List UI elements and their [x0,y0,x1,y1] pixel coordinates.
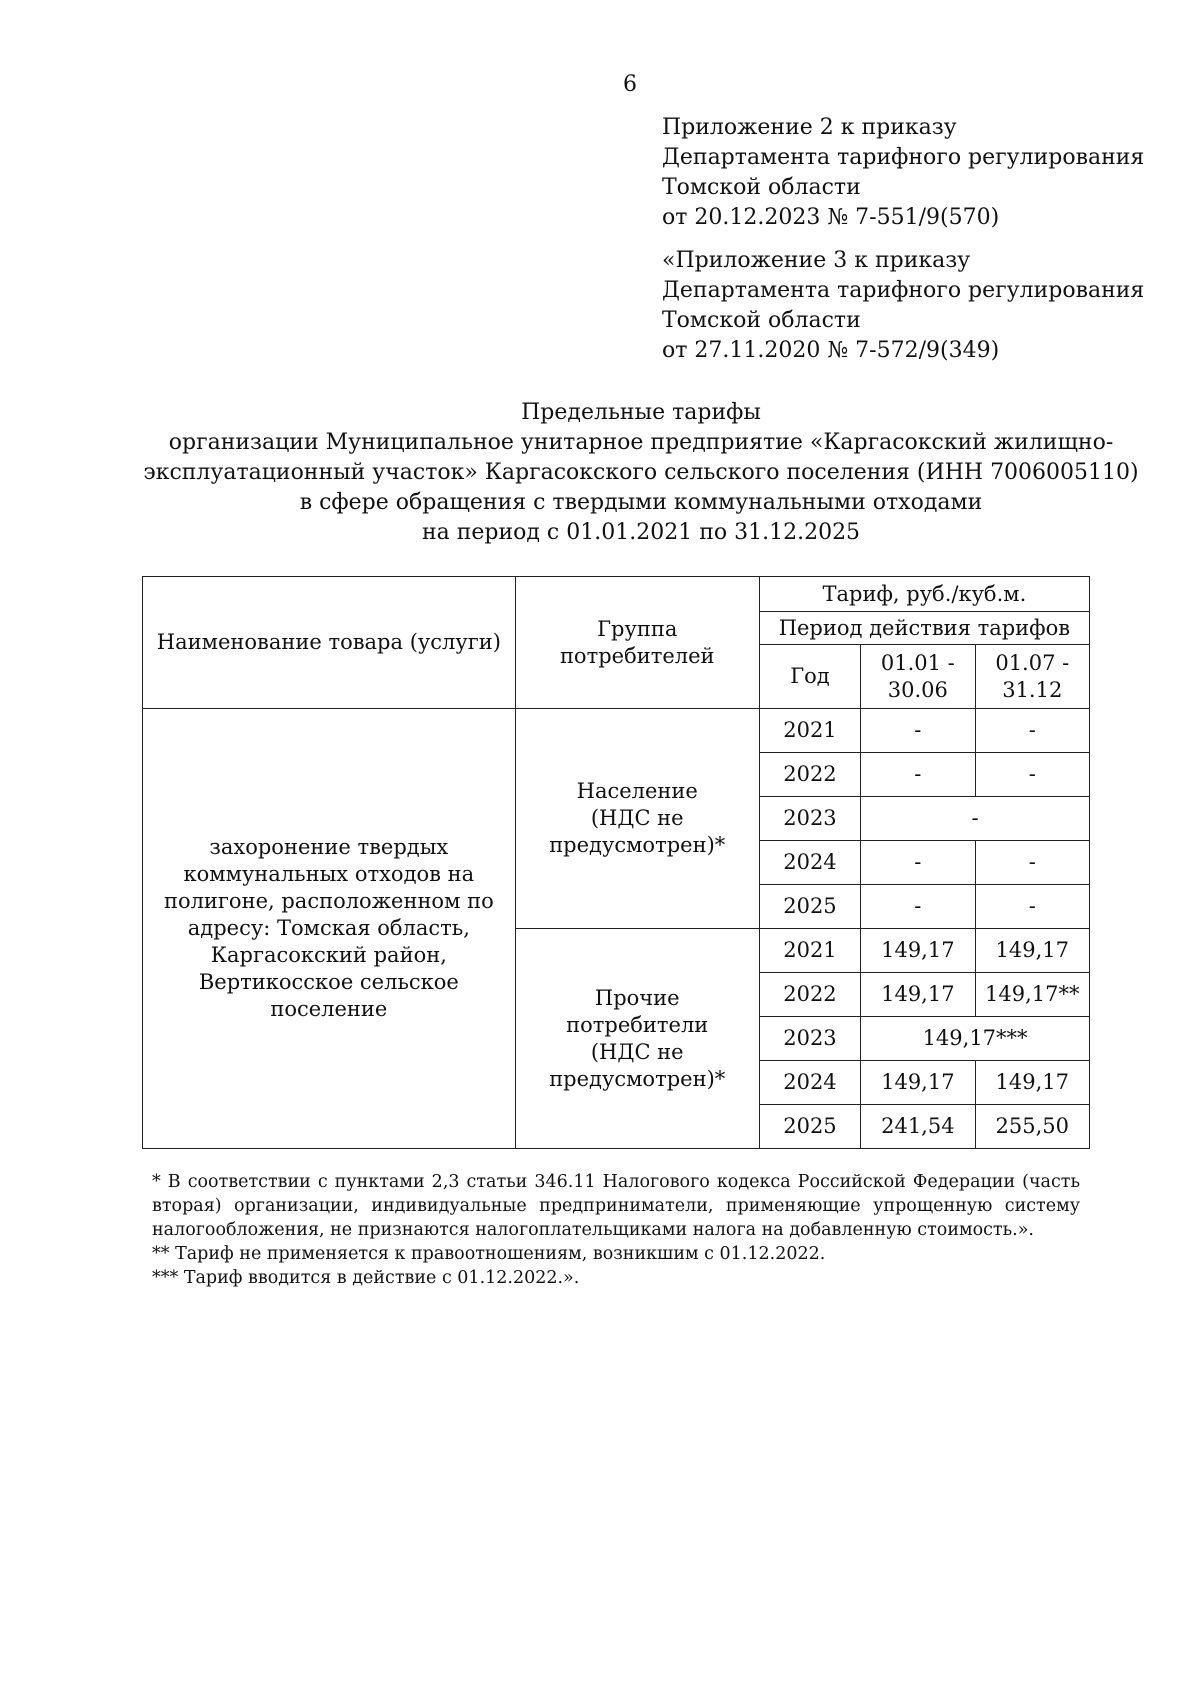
tariff-h1-cell: 149,17 [861,1061,975,1105]
tariff-h1-cell: - [861,709,975,753]
consumer-group-other [515,929,759,1149]
consumer-group-population [515,709,759,929]
tariff-merged-cell: 149,17*** [861,1017,1090,1061]
appendix-header-line: Томской области [662,175,861,200]
appendix-quote-line: Департамента тарифного регулирования [662,278,1145,303]
appendix-quote-line: Томской области [662,308,861,333]
year-cell: 2023 [759,1017,860,1061]
year-cell: 2021 [759,929,860,973]
appendix-quote-line: от 27.11.2020 № 7-572/9(349) [662,338,1000,363]
appendix-quote [662,246,1182,366]
group-line: Прочие потребители [566,985,709,1037]
table-row [143,709,1090,753]
group-line: (НДС не [590,1039,684,1064]
tariff-h2-cell: - [975,841,1089,885]
title-line: на период с 01.01.2021 по 31.12.2025 [421,520,861,545]
tariff-h1-cell: 241,54 [861,1105,975,1149]
year-cell: 2022 [759,753,860,797]
product-line: Каргасокский район, [210,943,447,967]
product-line: захоронение твердых [209,835,449,859]
tariff-h1-cell: 149,17 [861,973,975,1017]
tariff-h1-cell: - [861,753,975,797]
year-cell: 2022 [759,973,860,1017]
year-cell: 2023 [759,797,860,841]
appendix-quote-line: «Приложение 3 к приказу [662,248,971,273]
appendix-header [662,113,1182,233]
group-line: предусмотрен)* [549,833,726,857]
year-cell: 2024 [759,1061,860,1105]
tariff-h2-cell: 255,50 [975,1105,1089,1149]
tariff-h2-cell: - [975,709,1089,753]
year-cell: 2021 [759,709,860,753]
header-half2-line: 31.12 [1002,677,1063,702]
footnote-effective: *** Тариф вводится в действие с 01.12.2022.». [152,1268,580,1288]
header-half2-line: 01.07 - [995,650,1070,675]
header-half1-line: 30.06 [887,677,948,702]
footnote-not-applied: ** Тариф не применяется к правоотношениям, возникшим с 01.12.2022. [152,1244,826,1264]
product-name-cell [143,709,516,1149]
header-group-line: Группа [597,616,678,641]
year-cell: 2024 [759,841,860,885]
tariff-h2-cell: - [975,753,1089,797]
document-title [140,398,1142,548]
header-year: Год [759,645,860,709]
appendix-header-line: Департамента тарифного регулирования [662,145,1145,170]
product-line: Вертикосское сельское поселение [198,970,459,1021]
page-number: 6 [623,72,637,97]
product-line: адресу: Томская область, [187,916,470,940]
tariff-h2-cell: 149,17 [975,1061,1089,1105]
header-row [143,577,1090,612]
group-line: предусмотрен)* [549,1066,726,1091]
tariff-h2-cell: 149,17** [975,973,1089,1017]
title-line: Предельные тарифы [521,400,761,425]
group-line: (НДС не [590,806,684,830]
product-line: полигоне, расположенном по [163,889,494,913]
footnote-vat: * В соответствии с пунктами 2,3 статьи 346.11 Налогового кодекса Российской Федерации (часть вторая) организации, индивидуальные предприниматели, применяющие упрощенную систему налогообложения, не признаются налогоплательщиками налога на добавленную стоимость.». [152,1172,1080,1240]
tariff-merged-cell: - [861,797,1090,841]
tariff-h1-cell: - [861,885,975,929]
appendix-header-line: от 20.12.2023 № 7-551/9(570) [662,205,1000,230]
header-period: Период действия тарифов [759,612,1089,645]
year-cell: 2025 [759,1105,860,1149]
tariff-h2-cell: 149,17 [975,929,1089,973]
header-consumer-group [515,577,759,709]
group-line: Население [576,779,698,803]
tariff-table [142,576,1090,1149]
title-line: в сфере обращения с твердыми коммунальными отходами [299,490,983,515]
header-product: Наименование товара (услуги) [143,577,516,709]
appendix-header-line: Приложение 2 к приказу [662,115,957,140]
title-line: эксплуатационный участок» Каргасокского сельского поселения (ИНН 7006005110) [143,460,1139,485]
product-line: коммунальных отходов на [183,862,475,886]
header-tariff: Тариф, руб./куб.м. [759,577,1089,612]
header-half1 [861,645,975,709]
header-group-line: потребителей [559,643,715,668]
header-half2 [975,645,1089,709]
tariff-h2-cell: - [975,885,1089,929]
tariff-h1-cell: - [861,841,975,885]
title-line: организации Муниципальное унитарное предприятие «Каргасокский жилищно- [168,430,1114,455]
header-half1-line: 01.01 - [880,650,955,675]
footnotes [152,1170,1080,1290]
tariff-h1-cell: 149,17 [861,929,975,973]
year-cell: 2025 [759,885,860,929]
